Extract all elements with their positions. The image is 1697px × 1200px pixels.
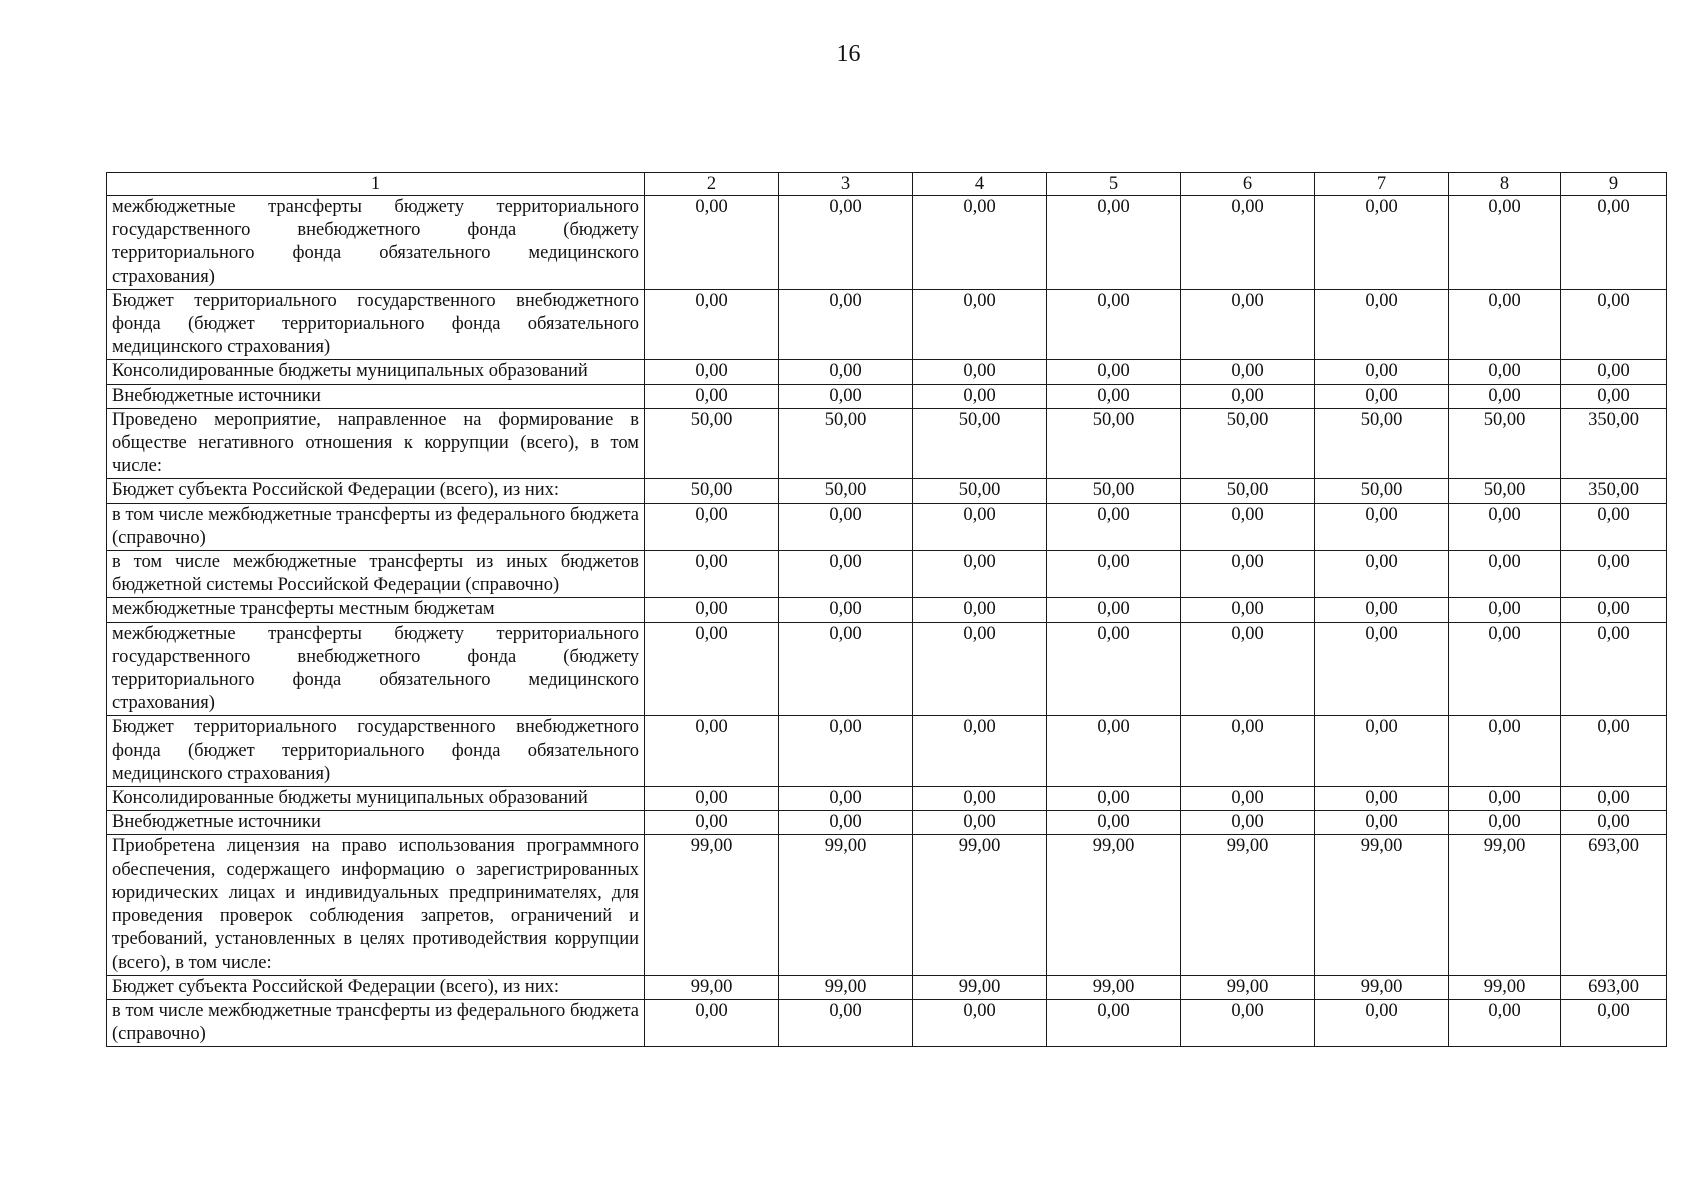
table-row (107, 835, 1667, 975)
value-cell-col-3: 0,00 (779, 716, 913, 787)
value-cell-col-8: 0,00 (1449, 196, 1561, 290)
value-cell-col-2: 0,00 (645, 384, 779, 408)
value-cell-col-9: 350,00 (1561, 408, 1667, 479)
value-cell-col-8: 0,00 (1449, 384, 1561, 408)
value-cell-col-2: 99,00 (645, 835, 779, 975)
value-cell-col-5: 0,00 (1047, 999, 1181, 1046)
value-cell-col-9: 0,00 (1561, 787, 1667, 811)
value-cell-col-5: 0,00 (1047, 384, 1181, 408)
value-cell-col-3: 0,00 (779, 289, 913, 360)
value-cell-col-9: 0,00 (1561, 999, 1667, 1046)
value-cell-col-2: 0,00 (645, 811, 779, 835)
value-cell-col-9: 0,00 (1561, 598, 1667, 622)
row-label: Бюджет субъекта Российской Федерации (всего), из них: (107, 479, 645, 503)
value-cell-col-2: 0,00 (645, 999, 779, 1046)
value-cell-col-8: 0,00 (1449, 999, 1561, 1046)
table-row (107, 196, 1667, 290)
value-cell-col-3: 0,00 (779, 787, 913, 811)
value-cell-col-6: 0,00 (1181, 289, 1315, 360)
table-row (107, 787, 1667, 811)
value-cell-col-5: 0,00 (1047, 811, 1181, 835)
value-cell-col-9: 0,00 (1561, 551, 1667, 598)
value-cell-col-5: 0,00 (1047, 360, 1181, 384)
value-cell-col-6: 0,00 (1181, 787, 1315, 811)
value-cell-col-6: 0,00 (1181, 598, 1315, 622)
value-cell-col-8: 50,00 (1449, 479, 1561, 503)
table-row (107, 598, 1667, 622)
value-cell-col-6: 0,00 (1181, 622, 1315, 716)
column-header-5: 5 (1047, 173, 1181, 196)
value-cell-col-4: 0,00 (913, 360, 1047, 384)
table-row (107, 622, 1667, 716)
value-cell-col-5: 0,00 (1047, 289, 1181, 360)
value-cell-col-9: 0,00 (1561, 811, 1667, 835)
value-cell-col-2: 0,00 (645, 622, 779, 716)
value-cell-col-3: 0,00 (779, 811, 913, 835)
value-cell-col-9: 0,00 (1561, 622, 1667, 716)
value-cell-col-9: 0,00 (1561, 289, 1667, 360)
value-cell-col-6: 0,00 (1181, 811, 1315, 835)
row-label: Приобретена лицензия на право использования программного обеспечения, содержащего информацию о зарегистрированных юридических лицах и индивидуальных предпринимателях, для проведения проверок соблюдения запретов, ограничений и требований, установленных в целях противодействия коррупции (всего), в том числе: (107, 835, 645, 975)
value-cell-col-3: 99,00 (779, 835, 913, 975)
value-cell-col-6: 99,00 (1181, 835, 1315, 975)
value-cell-col-6: 0,00 (1181, 196, 1315, 290)
table-row (107, 503, 1667, 550)
page-number: 16 (836, 41, 861, 67)
value-cell-col-7: 0,00 (1315, 716, 1449, 787)
value-cell-col-4: 0,00 (913, 196, 1047, 290)
value-cell-col-8: 99,00 (1449, 835, 1561, 975)
value-cell-col-9: 693,00 (1561, 975, 1667, 999)
value-cell-col-2: 0,00 (645, 787, 779, 811)
row-label: Бюджет территориального государственного внебюджетного фонда (бюджет территориального фонда обязательного медицинского страхования) (107, 289, 645, 360)
value-cell-col-3: 0,00 (779, 360, 913, 384)
row-label: Проведено мероприятие, направленное на формирование в обществе негативного отношения к коррупции (всего), в том числе: (107, 408, 645, 479)
value-cell-col-4: 0,00 (913, 384, 1047, 408)
table-row (107, 716, 1667, 787)
row-label: межбюджетные трансферты бюджету территориального государственного внебюджетного фонда (бюджету территориального фонда обязательного медицинского страхования) (107, 196, 645, 290)
column-header-9: 9 (1561, 173, 1667, 196)
table-row (107, 811, 1667, 835)
value-cell-col-3: 99,00 (779, 975, 913, 999)
value-cell-col-4: 99,00 (913, 975, 1047, 999)
value-cell-col-5: 0,00 (1047, 551, 1181, 598)
value-cell-col-6: 0,00 (1181, 384, 1315, 408)
table-row (107, 999, 1667, 1046)
value-cell-col-6: 0,00 (1181, 503, 1315, 550)
table-row (107, 384, 1667, 408)
value-cell-col-9: 0,00 (1561, 503, 1667, 550)
value-cell-col-9: 350,00 (1561, 479, 1667, 503)
column-header-4: 4 (913, 173, 1047, 196)
value-cell-col-3: 0,00 (779, 622, 913, 716)
column-header-2: 2 (645, 173, 779, 196)
value-cell-col-5: 0,00 (1047, 787, 1181, 811)
value-cell-col-8: 0,00 (1449, 622, 1561, 716)
budget-table (106, 172, 1667, 1047)
value-cell-col-9: 0,00 (1561, 360, 1667, 384)
value-cell-col-8: 0,00 (1449, 289, 1561, 360)
header-row (107, 173, 1667, 196)
value-cell-col-8: 0,00 (1449, 811, 1561, 835)
value-cell-col-7: 50,00 (1315, 408, 1449, 479)
value-cell-col-4: 99,00 (913, 835, 1047, 975)
value-cell-col-4: 0,00 (913, 787, 1047, 811)
value-cell-col-7: 50,00 (1315, 479, 1449, 503)
value-cell-col-8: 0,00 (1449, 551, 1561, 598)
column-header-1: 1 (107, 173, 645, 196)
table-row (107, 408, 1667, 479)
value-cell-col-6: 0,00 (1181, 716, 1315, 787)
value-cell-col-2: 0,00 (645, 360, 779, 384)
value-cell-col-9: 0,00 (1561, 716, 1667, 787)
row-label: межбюджетные трансферты местным бюджетам (107, 598, 645, 622)
value-cell-col-4: 0,00 (913, 551, 1047, 598)
row-label: Внебюджетные источники (107, 811, 645, 835)
table-row (107, 975, 1667, 999)
value-cell-col-2: 50,00 (645, 408, 779, 479)
value-cell-col-4: 0,00 (913, 999, 1047, 1046)
value-cell-col-3: 0,00 (779, 384, 913, 408)
value-cell-col-9: 693,00 (1561, 835, 1667, 975)
value-cell-col-4: 0,00 (913, 503, 1047, 550)
value-cell-col-7: 0,00 (1315, 289, 1449, 360)
table-row (107, 551, 1667, 598)
value-cell-col-8: 0,00 (1449, 360, 1561, 384)
value-cell-col-5: 0,00 (1047, 503, 1181, 550)
value-cell-col-3: 0,00 (779, 196, 913, 290)
value-cell-col-4: 50,00 (913, 479, 1047, 503)
table-row (107, 289, 1667, 360)
value-cell-col-4: 0,00 (913, 716, 1047, 787)
row-label: межбюджетные трансферты бюджету территориального государственного внебюджетного фонда (бюджету территориального фонда обязательного медицинского страхования) (107, 622, 645, 716)
column-header-6: 6 (1181, 173, 1315, 196)
value-cell-col-8: 0,00 (1449, 503, 1561, 550)
value-cell-col-6: 0,00 (1181, 999, 1315, 1046)
value-cell-col-7: 0,00 (1315, 360, 1449, 384)
row-label: Консолидированные бюджеты муниципальных образований (107, 787, 645, 811)
value-cell-col-5: 0,00 (1047, 716, 1181, 787)
value-cell-col-2: 0,00 (645, 503, 779, 550)
value-cell-col-8: 0,00 (1449, 716, 1561, 787)
value-cell-col-2: 50,00 (645, 479, 779, 503)
value-cell-col-5: 0,00 (1047, 598, 1181, 622)
row-label: в том числе межбюджетные трансферты из федерального бюджета (справочно) (107, 503, 645, 550)
value-cell-col-3: 0,00 (779, 999, 913, 1046)
value-cell-col-7: 0,00 (1315, 598, 1449, 622)
value-cell-col-4: 0,00 (913, 598, 1047, 622)
value-cell-col-8: 0,00 (1449, 598, 1561, 622)
value-cell-col-7: 0,00 (1315, 196, 1449, 290)
value-cell-col-7: 0,00 (1315, 999, 1449, 1046)
value-cell-col-2: 0,00 (645, 716, 779, 787)
value-cell-col-9: 0,00 (1561, 384, 1667, 408)
value-cell-col-2: 0,00 (645, 196, 779, 290)
value-cell-col-6: 99,00 (1181, 975, 1315, 999)
value-cell-col-8: 0,00 (1449, 787, 1561, 811)
value-cell-col-7: 0,00 (1315, 811, 1449, 835)
value-cell-col-4: 0,00 (913, 811, 1047, 835)
value-cell-col-8: 99,00 (1449, 975, 1561, 999)
value-cell-col-5: 50,00 (1047, 479, 1181, 503)
table-row (107, 479, 1667, 503)
value-cell-col-2: 99,00 (645, 975, 779, 999)
value-cell-col-4: 0,00 (913, 289, 1047, 360)
value-cell-col-9: 0,00 (1561, 196, 1667, 290)
value-cell-col-3: 50,00 (779, 408, 913, 479)
value-cell-col-3: 0,00 (779, 503, 913, 550)
column-header-3: 3 (779, 173, 913, 196)
value-cell-col-5: 99,00 (1047, 975, 1181, 999)
value-cell-col-6: 0,00 (1181, 360, 1315, 384)
value-cell-col-3: 0,00 (779, 551, 913, 598)
value-cell-col-6: 50,00 (1181, 408, 1315, 479)
value-cell-col-7: 0,00 (1315, 622, 1449, 716)
row-label: в том числе межбюджетные трансферты из иных бюджетов бюджетной системы Российской Федерации (справочно) (107, 551, 645, 598)
value-cell-col-2: 0,00 (645, 598, 779, 622)
value-cell-col-2: 0,00 (645, 289, 779, 360)
row-label: Консолидированные бюджеты муниципальных образований (107, 360, 645, 384)
row-label: в том числе межбюджетные трансферты из федерального бюджета (справочно) (107, 999, 645, 1046)
value-cell-col-7: 99,00 (1315, 835, 1449, 975)
column-header-7: 7 (1315, 173, 1449, 196)
value-cell-col-5: 99,00 (1047, 835, 1181, 975)
value-cell-col-4: 50,00 (913, 408, 1047, 479)
value-cell-col-7: 99,00 (1315, 975, 1449, 999)
column-header-8: 8 (1449, 173, 1561, 196)
table-row (107, 360, 1667, 384)
value-cell-col-6: 50,00 (1181, 479, 1315, 503)
value-cell-col-3: 50,00 (779, 479, 913, 503)
row-label: Внебюджетные источники (107, 384, 645, 408)
value-cell-col-7: 0,00 (1315, 384, 1449, 408)
value-cell-col-5: 50,00 (1047, 408, 1181, 479)
row-label: Бюджет территориального государственного внебюджетного фонда (бюджет территориального фонда обязательного медицинского страхования) (107, 716, 645, 787)
value-cell-col-7: 0,00 (1315, 503, 1449, 550)
value-cell-col-7: 0,00 (1315, 787, 1449, 811)
row-label: Бюджет субъекта Российской Федерации (всего), из них: (107, 975, 645, 999)
value-cell-col-5: 0,00 (1047, 622, 1181, 716)
value-cell-col-5: 0,00 (1047, 196, 1181, 290)
value-cell-col-3: 0,00 (779, 598, 913, 622)
value-cell-col-7: 0,00 (1315, 551, 1449, 598)
value-cell-col-8: 50,00 (1449, 408, 1561, 479)
value-cell-col-4: 0,00 (913, 622, 1047, 716)
value-cell-col-6: 0,00 (1181, 551, 1315, 598)
value-cell-col-2: 0,00 (645, 551, 779, 598)
